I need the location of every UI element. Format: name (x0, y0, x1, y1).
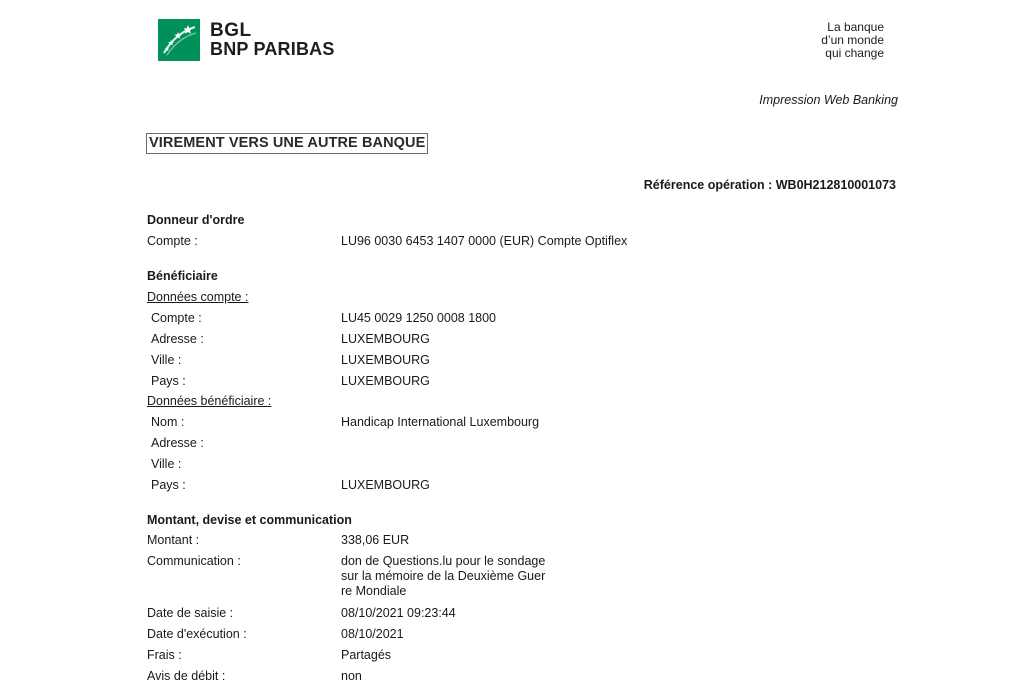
subsection-donnees-beneficiaire: Données bénéficiaire : (147, 394, 272, 408)
communication-line: don de Questions.lu pour le sondage (341, 554, 546, 568)
field-label: Pays : (151, 478, 186, 492)
field-label: Montant : (147, 533, 200, 547)
field-value: Partagés (341, 648, 392, 662)
stars-logo-icon (158, 19, 200, 61)
tagline-line: qui change (825, 46, 884, 60)
field-label: Compte : (151, 311, 202, 325)
field-label: Compte : (147, 234, 198, 248)
operation-reference: Référence opération : WB0H212810001073 (643, 178, 896, 192)
logo-line-bgl: BGL (210, 20, 252, 41)
subsection-donnees-compte: Données compte : (147, 290, 249, 304)
field-value: LU45 0029 1250 0008 1800 (341, 311, 497, 325)
field-value: LUXEMBOURG (341, 478, 430, 492)
field-label: Date d'exécution : (147, 627, 247, 641)
logo-line-bnp: BNP PARIBAS (210, 39, 335, 59)
print-label: Impression Web Banking (759, 93, 898, 107)
section-heading-montant: Montant, devise et communication (147, 513, 352, 527)
section-heading-beneficiaire: Bénéficiaire (147, 269, 218, 283)
field-label: Date de saisie : (147, 606, 234, 620)
field-value: LU96 0030 6453 1407 0000 (EUR) Compte Optiflex (341, 234, 628, 248)
communication-line: sur la mémoire de la Deuxième Guer (341, 569, 546, 583)
field-label: Ville : (151, 457, 182, 471)
field-label: Nom : (151, 415, 185, 429)
field-label: Adresse : (151, 332, 204, 346)
field-label: Communication : (147, 554, 241, 568)
field-value: non (341, 669, 362, 683)
field-value: LUXEMBOURG (341, 353, 430, 367)
communication-line: re Mondiale (341, 584, 407, 598)
bank-logo (158, 19, 335, 61)
logo-wordmark (210, 21, 335, 59)
field-label: Pays : (151, 374, 186, 388)
document-title: VIREMENT VERS UNE AUTRE BANQUE (146, 133, 428, 154)
field-label: Ville : (151, 353, 182, 367)
tagline-line: d’un monde (821, 33, 884, 47)
field-label: Frais : (147, 648, 182, 662)
field-value: LUXEMBOURG (341, 374, 430, 388)
field-value: 338,06 EUR (341, 533, 410, 547)
tagline (821, 21, 884, 60)
field-label: Avis de débit : (147, 669, 226, 683)
section-heading-donneur: Donneur d'ordre (147, 213, 245, 227)
field-value: 08/10/2021 (341, 627, 404, 641)
field-value: LUXEMBOURG (341, 332, 430, 346)
field-value: 08/10/2021 09:23:44 (341, 606, 456, 620)
communication-text (341, 554, 545, 599)
tagline-line: La banque (827, 20, 884, 34)
field-value: Handicap International Luxembourg (341, 415, 540, 429)
field-label: Adresse : (151, 436, 204, 450)
